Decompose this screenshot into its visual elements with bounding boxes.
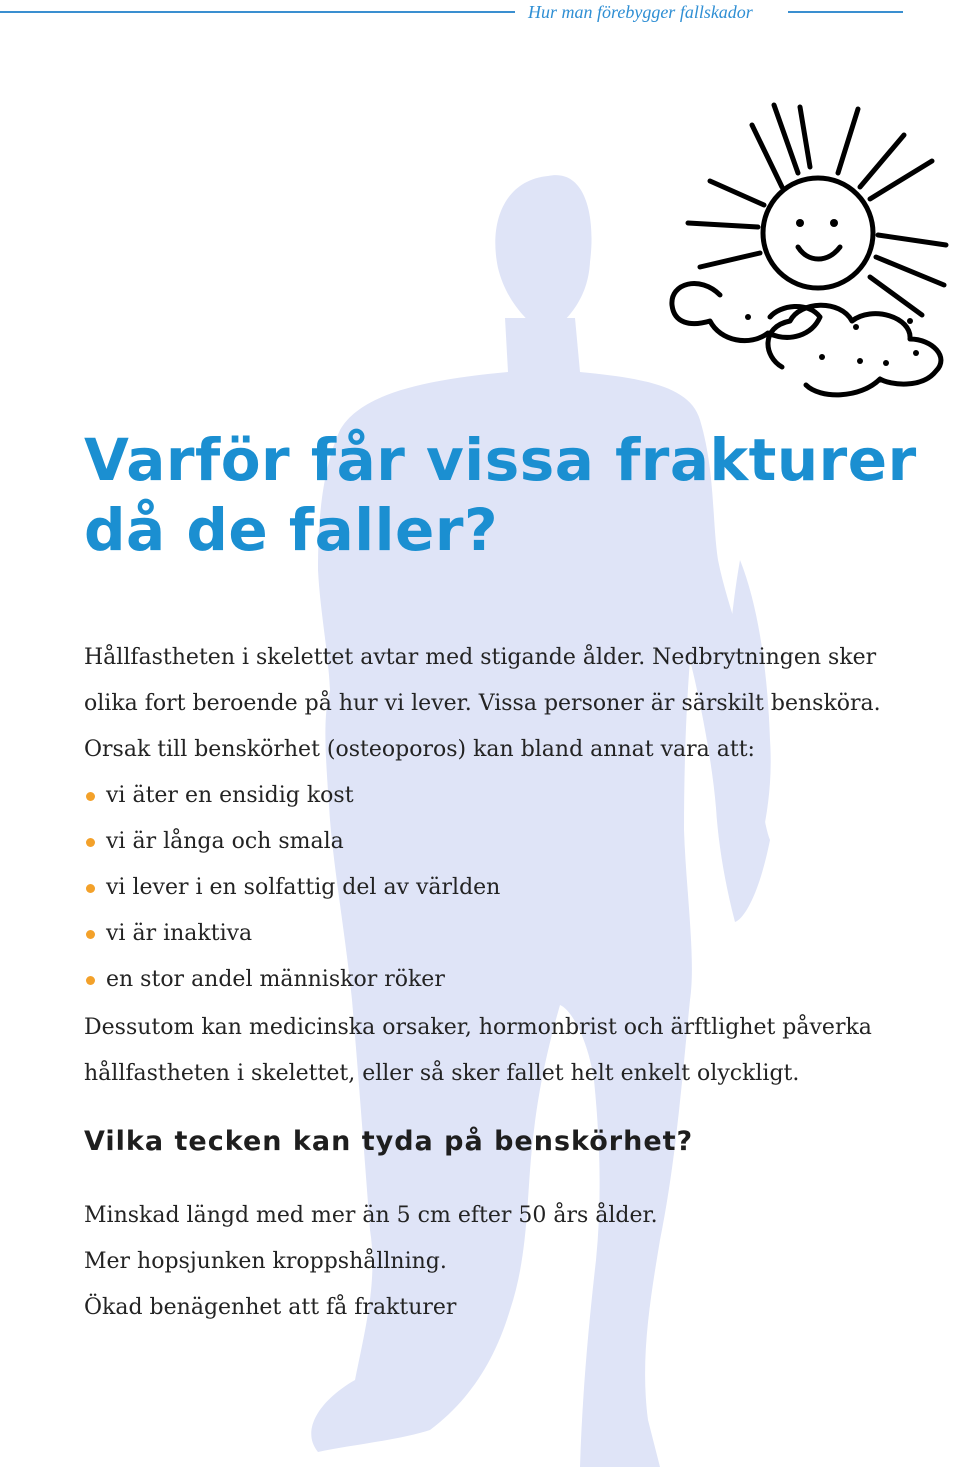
page-title <box>84 425 944 565</box>
intro-line-2: olika fort beroende på hur vi lever. Vissa personer är särskilt bensköra. <box>84 691 881 716</box>
bullet-dot-icon <box>86 838 95 847</box>
header-rule-right <box>788 11 903 13</box>
list-item-text: vi äter en ensidig kost <box>106 783 354 808</box>
list-item <box>84 911 500 957</box>
bullet-dot-icon <box>86 930 95 939</box>
causes-list <box>84 773 500 1003</box>
list-item <box>84 865 500 911</box>
list-item-text: en stor andel människor röker <box>106 967 445 992</box>
list-item <box>84 957 500 1003</box>
smiling-sun-with-clouds-icon <box>660 95 960 405</box>
header-title: Hur man förebygger fallskador <box>528 2 753 22</box>
intro-line-1: Hållfastheten i skelettet avtar med stigande ålder. Nedbrytningen sker <box>84 645 877 670</box>
header-rule-left <box>0 11 515 13</box>
outro-line-2: hållfastheten i skelettet, eller så sker fallet helt enkelt olyckligt. <box>84 1061 800 1086</box>
sign-line-2: Mer hopsjunken kroppshållning. <box>84 1249 447 1274</box>
intro-line-3: Orsak till benskörhet (osteoporos) kan bland annat vara att: <box>84 737 755 762</box>
list-item <box>84 819 500 865</box>
bullet-dot-icon <box>86 976 95 985</box>
list-item-text: vi lever i en solfattig del av världen <box>106 875 501 900</box>
page-title-line-2: då de faller? <box>84 496 499 564</box>
section-heading: Vilka tecken kan tyda på benskörhet? <box>84 1126 694 1157</box>
bullet-dot-icon <box>86 884 95 893</box>
sign-line-3: Ökad benägenhet att få frakturer <box>84 1295 457 1320</box>
page-title-line-1: Varför får vissa frakturer <box>84 426 917 494</box>
outro-line-1: Dessutom kan medicinska orsaker, hormonbrist och ärftlighet påverka <box>84 1015 872 1040</box>
bullet-dot-icon <box>86 792 95 801</box>
list-item-text: vi är långa och smala <box>106 829 344 854</box>
sign-line-1: Minskad längd med mer än 5 cm efter 50 års ålder. <box>84 1203 658 1228</box>
list-item-text: vi är inaktiva <box>106 921 253 946</box>
list-item <box>84 773 500 819</box>
